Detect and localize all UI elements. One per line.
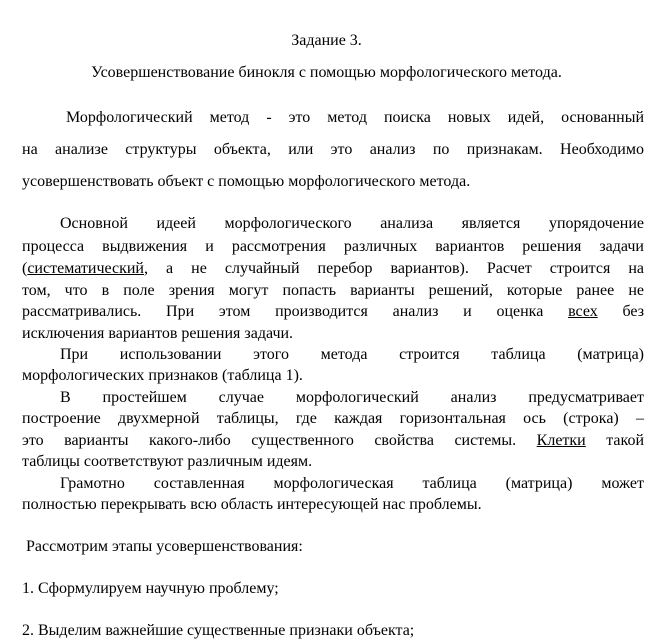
definition-line-3: усовершенствовать объект с помощью морфологического метода. [22, 173, 471, 190]
para3-line-1: В простейшем случае морфологический анализ предусматривает [60, 389, 644, 406]
underlined-all: всех [568, 303, 598, 320]
para1-line-5-after: без [622, 303, 645, 320]
para2-line-1: При использовании этого метода строится таблица (матрица) [60, 346, 644, 363]
step-item-2: 2. Выделим важнейшие существенные признаки объекта; [22, 622, 415, 639]
para1-line-3 [22, 259, 644, 279]
para3-line-3-after: такой [606, 432, 645, 449]
para1-line-3-rest: , а не случайный перебор вариантов). Расчет строится на [144, 260, 644, 277]
para1-line-5 [22, 302, 644, 322]
document-subtitle: Усовершенствование бинокля с помощью морфологического метода. [91, 64, 562, 81]
para3-line-4: таблицы соответствуют различным идеям. [22, 453, 313, 470]
para1-line-1: Основной идеей морфологического анализа является упорядочение [60, 215, 644, 232]
para4-line-2: полностью перекрывать всю область интересующей нас проблемы. [22, 496, 482, 513]
definition-line-1-rest: это метод поиска новых идей, основанный [288, 109, 645, 126]
underlined-systematic: систематический [27, 260, 144, 277]
para1-line-6: исключения вариантов решения задачи. [22, 325, 294, 342]
para1-open-paren: ( [22, 260, 28, 277]
para3-line-3 [22, 431, 644, 451]
definition-line-1 [66, 108, 644, 128]
para4-line-1: Грамотно составленная морфологическая таблица (матрица) может [60, 475, 644, 492]
para3-line-2: построение двухмерной таблицы, где каждая горизонтальная ось (строка) – [22, 410, 644, 427]
task-heading: Задание 3. [291, 32, 362, 49]
definition-term: Морфологический метод - [66, 109, 272, 126]
stages-intro: Рассмотрим этапы усовершенствования: [26, 538, 303, 555]
definition-line-2: на анализе структуры объекта, или это анализ по признакам. Необходимо [22, 141, 644, 158]
para1-line-4: том, что в поле зрения могут попасть варианты решений, которые ранее не [22, 282, 644, 299]
para1-line-2: процесса выдвижения и рассмотрения различных вариантов решения задачи [22, 238, 644, 255]
step-item-1: 1. Сформулируем научную проблему; [22, 580, 279, 597]
underlined-cells: Клетки [536, 432, 586, 449]
para2-line-2: морфологических признаков (таблица 1). [22, 367, 303, 384]
para1-line-5-before: рассматривались. При этом производится анализ и оценка [22, 303, 544, 320]
para3-line-3-before: это варианты какого-либо существенного свойства системы. [22, 432, 517, 449]
